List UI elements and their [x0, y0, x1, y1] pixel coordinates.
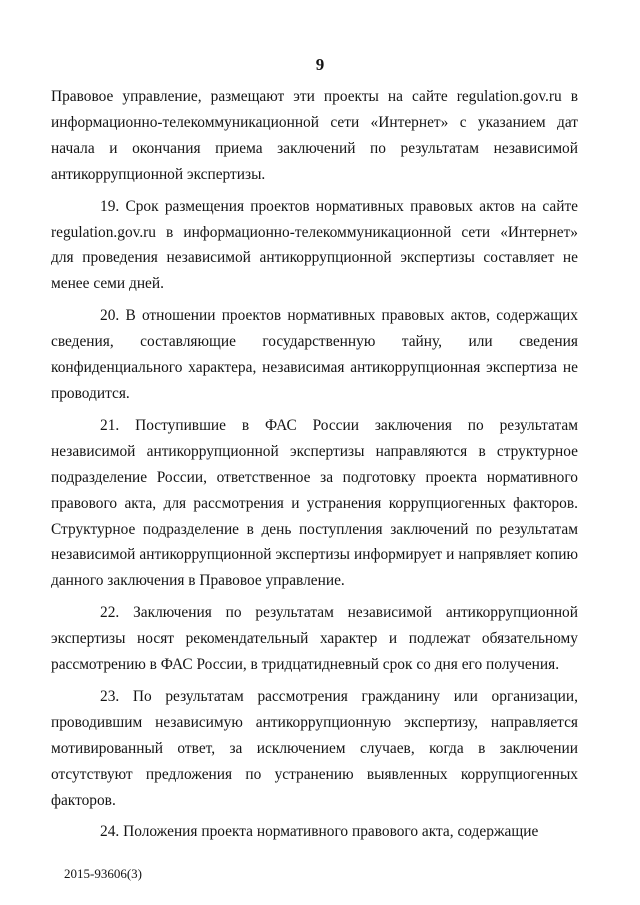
paragraph-24: 24. Положения проекта нормативного правового акта, содержащие	[100, 823, 539, 841]
paragraph-22: 22. Заключения по результатам независимой антикоррупционной экспертизы носят рекомендательный характер и подлежат обязательному рассмотрению в ФАС России, в тридцатидневный срок со дня его получения.	[51, 604, 578, 674]
paragraph-21: 21. Поступившие в ФАС России заключения по результатам независимой антикоррупционной экспертизы направляются в структурное подразделение России, ответственное за подготовку проекта нормативного правового акта, для рассмотрения и устранения коррупциогенных факторов. Структурное подразделение в день поступления заключений по результатам независимой антикоррупционной экспертизы информирует и напрявляет копию данного заключения в Правовое управление.	[51, 416, 578, 590]
paragraph-continuation: Правовое управление, размещают эти проекты на сайте regulation.gov.ru в информационно-телекоммуникационной сети «Интернет» с указанием дат начала и окончания приема заключений по результатам независимой антикоррупционной экспертизы.	[51, 88, 578, 183]
paragraph-23: 23. По результатам рассмотрения гражданину или организации, проводившим независимую антикоррупционную экспертизу, направляется мотивированный ответ, за исключением случаев, когда в заключении отсутствуют предложения по устранению выявленных коррупциогенных факторов.	[51, 687, 578, 809]
document-code: 2015-93606(3)	[64, 866, 142, 881]
paragraph-20: 20. В отношении проектов нормативных правовых актов, содержащих сведения, составляющие государственную тайну, или сведения конфиденциального характера, независимая антикоррупционная экспертиза не проводится.	[51, 307, 578, 402]
document-body	[51, 84, 578, 845]
page-number: 9	[315, 55, 325, 74]
paragraph-19: 19. Срок размещения проектов нормативных правовых актов на сайте regulation.gov.ru в информационно-телекоммуникационной сети «Интернет» для проведения независимой антикоррупционной экспертизы составляет не менее семи дней.	[51, 197, 578, 293]
